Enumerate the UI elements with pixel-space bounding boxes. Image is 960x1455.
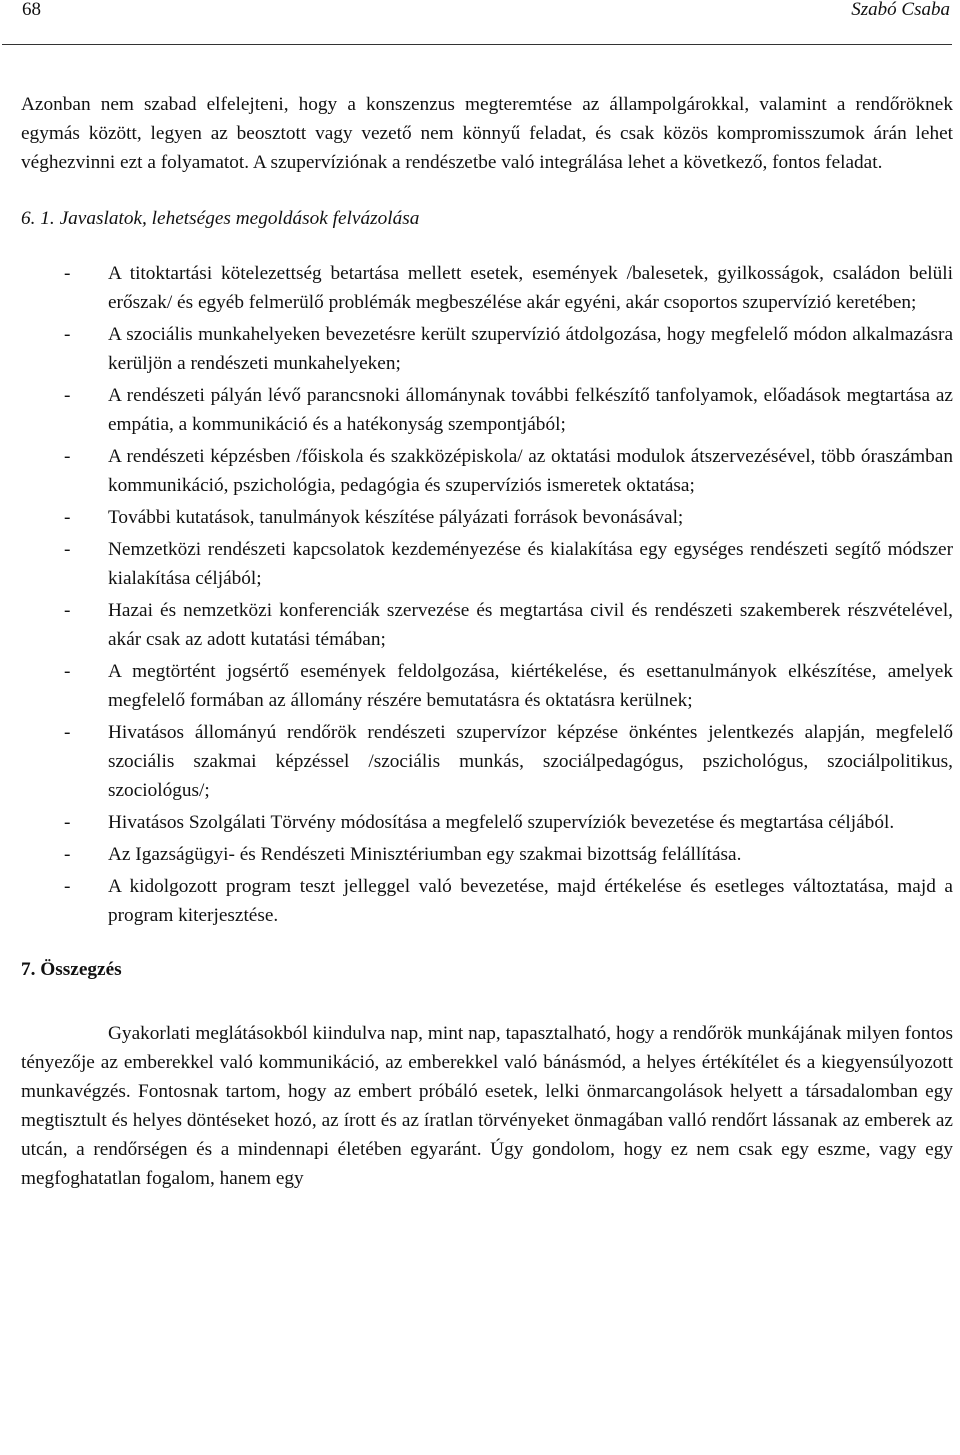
list-marker: -: [64, 385, 71, 406]
header-rule: [2, 44, 952, 45]
list-marker: -: [64, 844, 71, 865]
list-item: [21, 840, 953, 869]
list-marker: -: [64, 263, 71, 284]
list-item-text: További kutatások, tanulmányok készítése pályázati források bevonásával;: [108, 507, 684, 528]
list-item-text: A kidolgozott program teszt jelleggel való bevezetése, majd értékelése és esetleges változtatása, majd a program kiterjesztése.: [108, 876, 953, 926]
subsection-heading: 6. 1. Javaslatok, lehetséges megoldások felvázolása: [21, 208, 420, 229]
list-item-text: Az Igazságügyi- és Rendészeti Minisztériumban egy szakmai bizottság felállítása.: [108, 844, 742, 865]
list-item: [21, 535, 953, 593]
list-item-text: A rendészeti pályán lévő parancsnoki állománynak további felkészítő tanfolyamok, előadások megtartása az empátia, a kommunikáció és a hatékonyság szempontjából;: [108, 385, 953, 435]
list-item-text: A rendészeti képzésben /főiskola és szakközépiskola/ az oktatási modulok átszervezésével, több óraszámban kommunikáció, pszichológia, pedagógia és szupervíziós ismeretek oktatása;: [108, 446, 953, 496]
list-item-text: Hazai és nemzetközi konferenciák szervezése és megtartása civil és rendészeti szakemberek részvételével, akár csak az adott kutatási témában;: [108, 600, 953, 650]
page-number: 68: [22, 0, 41, 20]
list-marker: -: [64, 722, 71, 743]
running-author: Szabó Csaba: [851, 0, 950, 20]
page-body: [21, 90, 953, 1193]
list-marker: -: [64, 661, 71, 682]
list-marker: -: [64, 324, 71, 345]
list-item: [21, 259, 953, 317]
list-item: [21, 657, 953, 715]
list-item-text: A szociális munkahelyeken bevezetésre került szupervízió átdolgozása, hogy megfelelő módon alkalmazásra kerüljön a rendészeti munkahelyeken;: [108, 324, 953, 374]
list-marker: -: [64, 812, 71, 833]
list-item: [21, 872, 953, 930]
list-marker: -: [64, 446, 71, 467]
list-item: [21, 381, 953, 439]
list-item: [21, 503, 953, 532]
list-item: [21, 718, 953, 805]
list-marker: -: [64, 539, 71, 560]
list-marker: -: [64, 507, 71, 528]
list-item: [21, 808, 953, 837]
page-header: [22, 0, 950, 26]
intro-paragraph: Azonban nem szabad elfelejteni, hogy a konszenzus megteremtése az állampolgárokkal, valamint a rendőröknek egymás között, legyen az beosztott vagy vezető nem könnyű feladat, és csak közös kompromisszumok árán lehet véghezvinni ezt a folyamatot. A szupervíziónak a rendészetbe való integrálása lehet a következő, fontos feladat.: [21, 94, 953, 173]
summary-paragraph: Gyakorlati meglátásokból kiindulva nap, mint nap, tapasztalható, hogy a rendőrök munkájának milyen fontos tényezője az emberekkel való kommunikáció, az emberekkel való bánásmód, a helyes értékítélet és a kiegyensúlyozott munkavégzés. Fontosnak tartom, hogy az embert próbáló esetek, lelki önmarcangolások helyett a társadalomban egy megtisztult és helyes döntéseket hozó, az írott és az íratlan törvényeket önmagában valló rendőrt lássanak az emberek az utcán, a rendőrségen és a mindennapi életében egyaránt. Úgy gondolom, hogy ez nem csak egy eszme, vagy egy megfoghatatlan fogalom, hanem egy: [21, 1023, 953, 1189]
section-heading: 7. Összegzés: [21, 959, 122, 980]
list-item-text: A titoktartási kötelezettség betartása mellett esetek, események /balesetek, gyilkosságok, családon belüli erőszak/ és egyéb felmerülő problémák megbeszélése akár egyéni, akár csoportos szupervízió keretében;: [108, 263, 953, 313]
list-item: [21, 442, 953, 500]
list-marker: -: [64, 600, 71, 621]
list-item-text: A megtörtént jogsértő események feldolgozása, kiértékelése, és esettanulmányok elkészítése, amelyek megfelelő formában az állomány részére bemutatásra és oktatásra kerülnek;: [108, 661, 953, 711]
list-marker: -: [64, 876, 71, 897]
list-item: [21, 320, 953, 378]
list-item: [21, 596, 953, 654]
list-item-text: Hivatásos állományú rendőrök rendészeti szupervízor képzése önkéntes jelentkezés alapján, megfelelő szociális szakmai képzéssel /szociális munkás, szociálpedagógus, pszichológus, szociálpolitikus, szociológus/;: [108, 722, 953, 801]
list-item-text: Nemzetközi rendészeti kapcsolatok kezdeményezése és kialakítása egy egységes rendészeti segítő módszer kialakítása céljából;: [108, 539, 953, 589]
proposal-list: [21, 259, 953, 930]
list-item-text: Hivatásos Szolgálati Törvény módosítása a megfelelő szupervíziók bevezetése és megtartása céljából.: [108, 812, 895, 833]
